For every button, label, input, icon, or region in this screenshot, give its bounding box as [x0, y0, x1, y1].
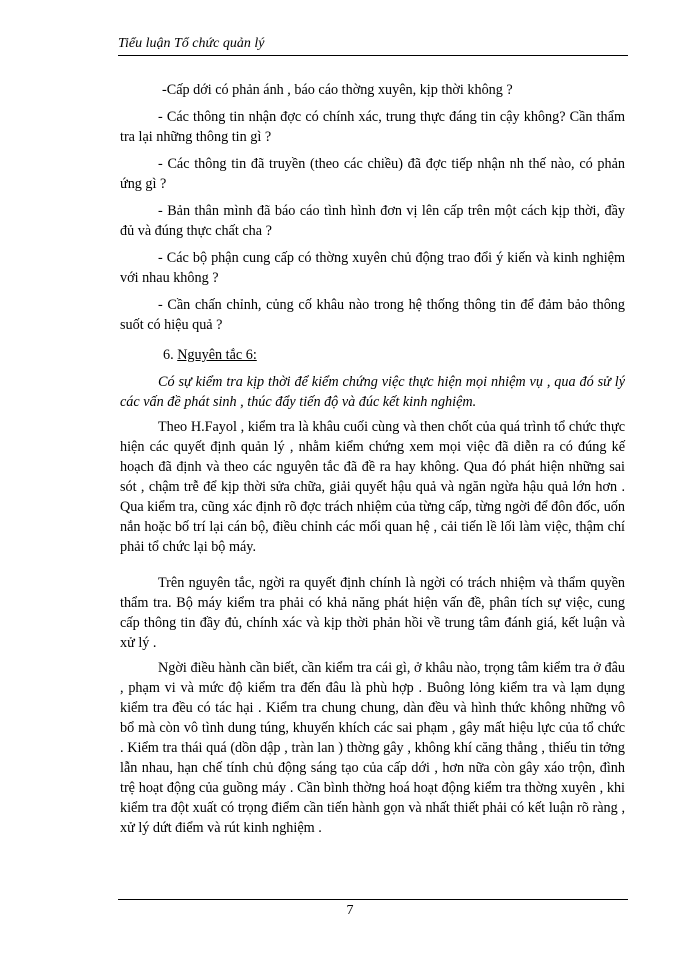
question-item: - Các thông tin đã truyền (theo các chiều) đã đợc tiếp nhận nh thế nào, có phản ứng gì ? — [120, 156, 625, 192]
header-rule — [118, 55, 628, 56]
question-item: - Các bộ phận cung cấp có thờng xuyên chủ động trao đổi ý kiến và kinh nghiệm với nhau không ? — [120, 250, 625, 286]
section-number: 6. — [163, 347, 178, 363]
section-lead: Có sự kiểm tra kịp thời để kiểm chứng việc thực hiện mọi nhiệm vụ , qua đó sử lý các vấn đề phát sinh , thúc đẩy tiến độ và đúc kết kinh nghiệm. — [120, 374, 625, 410]
body-paragraph: Ngời điều hành cần biết, cần kiểm tra cái gì, ở khâu nào, trọng tâm kiểm tra ở đâu , phạm vi và mức độ kiểm tra đến đâu là phù hợp . Buông lỏng kiểm tra và lạm dụng kiểm tra đều có tác hại . Kiểm tra chung chung, dàn đều và hình thức không những vô bổ mà còn vô tình dung túng, khuyến khích các sai phạm , gây mất hiệu lực của tổ chức . Kiểm tra thái quá (dồn dập , tràn lan ) thờng gây , không khí căng thẳng , thiếu tin tởng lẫn nhau, hạn chế tính chủ động sáng tạo của cấp dới , hơn nữa còn gây xáo trộn, đình trệ hoạt động của guồng máy . Cần bình thờng hoá hoạt động kiểm tra thờng xuyên , khi kiểm tra đột xuất có trọng điểm cần tiến hành gọn và nhất thiết phải có kết luận rõ ràng , xử lý dứt điểm và rút kinh nghiệm . — [120, 660, 625, 836]
footer-rule — [118, 899, 628, 900]
question-item: - Các thông tin nhận đợc có chính xác, trung thực đáng tin cậy không? Cần thẩm tra lại những thông tin gì ? — [120, 109, 625, 145]
question-item: -Cấp dới có phản ánh , báo cáo thờng xuyên, kịp thời không ? — [162, 82, 513, 98]
section-title: Nguyên tắc 6: — [177, 347, 257, 363]
body-paragraph: Trên nguyên tắc, ngời ra quyết định chính là ngời có trách nhiệm và thẩm quyền thẩm tra. Bộ máy kiểm tra phải có khả năng phát hiện vấn đề, phân tích sự việc, cung cấp thông tin đầy đủ, chính xác và kịp thời phản hồi về trung tâm đánh giá, kết luận và xử lý . — [120, 575, 625, 651]
question-item: - Cần chấn chỉnh, củng cố khâu nào trong hệ thống thông tin để đảm bảo thông suốt có hiệu quả ? — [120, 297, 625, 333]
running-header: Tiểu luận Tổ chức quản lý — [118, 36, 265, 51]
question-item: - Bản thân mình đã báo cáo tình hình đơn vị lên cấp trên một cách kịp thời, đầy đủ và đúng thực chất cha ? — [120, 203, 625, 239]
body-paragraph: Theo H.Fayol , kiểm tra là khâu cuối cùng và then chốt của quá trình tổ chức thực hiện các quyết định quản lý , nhằm kiểm chứng xem mọi việc đã diễn ra có đúng kế hoạch đã định và theo các nguyên tắc đã đề ra hay không. Qua đó phát hiện những sai sót , chậm trễ để kịp thời sửa chữa, giải quyết hậu quả và ngăn ngừa hậu quả lớn hơn . Qua kiểm tra, cũng xác định rõ đợc trách nhiệm của từng cấp, từng ngời để đôn đốc, uốn nắn hoặc bố trí lại cán bộ, điều chỉnh các mối quan hệ , cải tiến lề lối làm việc, thậm chí phải tổ chức lại bộ máy. — [120, 419, 625, 555]
section-heading — [163, 347, 257, 364]
page-number: 7 — [346, 903, 354, 918]
